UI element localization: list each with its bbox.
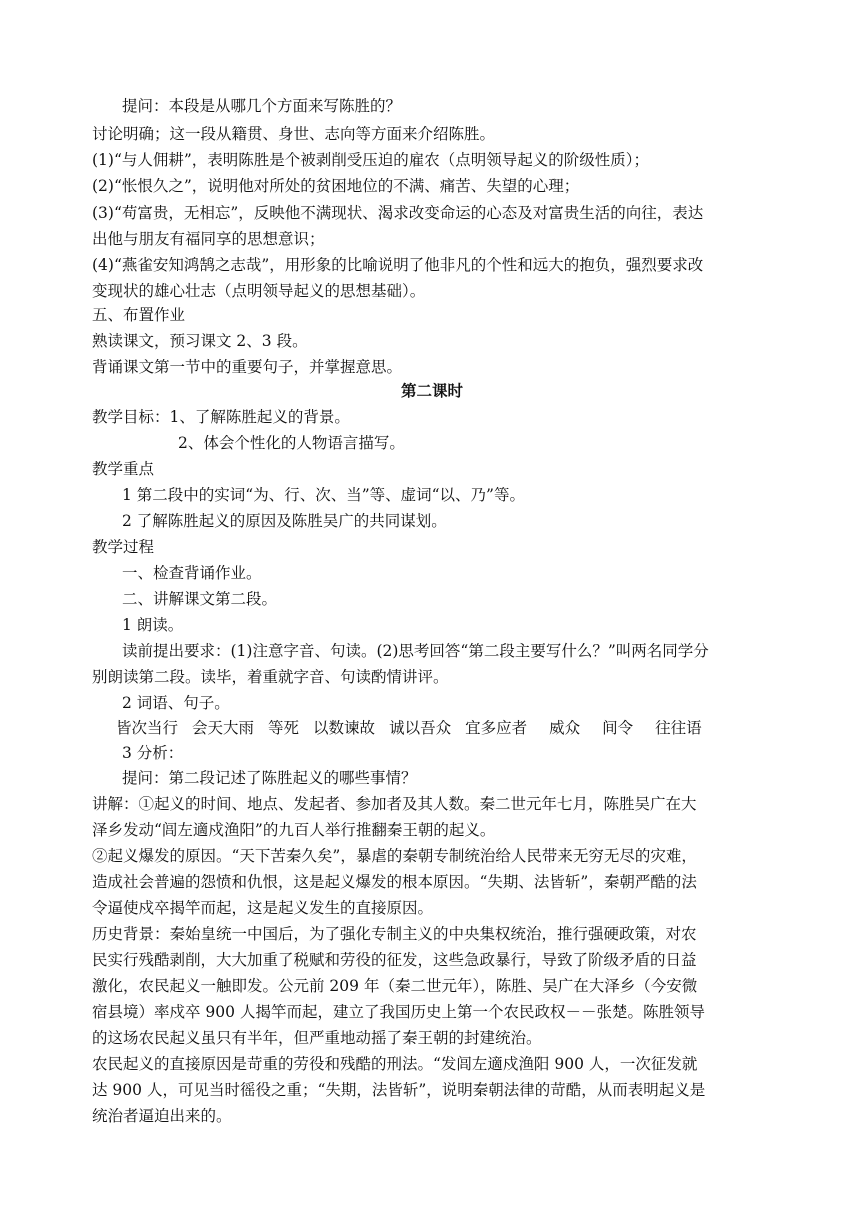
cause-line-1: ②起义爆发的原因。“天下苦秦久矣”，暴虐的秦朝专制统治给人民带来无穷无尽的灾难， xyxy=(92,847,697,865)
vocab-item: 以数谏故 xyxy=(313,719,376,737)
analysis-label: 3 分析： xyxy=(122,744,184,762)
reading-requirement-cont: 别朗读第二段。读毕，着重就字音、句读酌情讲评。 xyxy=(92,668,449,686)
background-line-5: 的这场农民起义虽只有半年，但严重地动摇了秦王朝的封建统治。 xyxy=(92,1029,542,1047)
background-line-1: 历史背景：秦始皇统一中国后，为了强化专制主义的中央集权统治，推行强硬政策，对农 xyxy=(92,925,697,943)
vocab-list xyxy=(116,716,756,740)
background-line-4: 宿县境）率戍卒 900 人揭竿而起，建立了我国历史上第一个农民政权－－张楚。陈胜领导 xyxy=(92,1003,705,1021)
direct-cause-line-1: 农民起义的直接原因是苛重的劳役和残酷的刑法。“发闾左適戍渔阳 900 人，一次征发就 xyxy=(92,1055,698,1073)
lesson-title: 第二课时 xyxy=(400,381,463,400)
direct-cause-line-2: 达 900 人，可见当时徭役之重；“失期，法皆斩”，说明秦朝法律的苛酷，从而表明起义是 xyxy=(92,1081,706,1099)
point-1: (1)“与人佣耕”，表明陈胜是个被剥削受压迫的雇农（点明领导起义的阶级性质）； xyxy=(92,151,650,169)
homework-line-2: 背诵课文第一节中的重要句子，并掌握意思。 xyxy=(92,358,403,376)
vocab-item: 间令 xyxy=(602,719,634,737)
focus-heading: 教学重点 xyxy=(92,460,155,478)
vocab-label: 2 词语、句子。 xyxy=(122,694,230,712)
discussion-line: 讨论明确；这一段从籍贯、身世、志向等方面来介绍陈胜。 xyxy=(92,125,496,143)
teaching-goal-1: 教学目标：1、了解陈胜起义的背景。 xyxy=(92,408,350,426)
reading-label: 1 朗读。 xyxy=(122,616,184,634)
process-step-2: 二、讲解课文第二段。 xyxy=(122,590,278,608)
vocab-item: 皆次当行 xyxy=(116,719,179,737)
vocab-item: 等死 xyxy=(268,719,300,737)
background-line-2: 民实行残酷剥削，大大加重了税赋和劳役的征发，这些急政暴行，导致了阶级矛盾的日益 xyxy=(92,951,697,969)
direct-cause-line-3: 统治者逼迫出来的。 xyxy=(92,1107,232,1125)
vocab-item: 会天大雨 xyxy=(192,719,255,737)
question-line: 提问：本段是从哪几个方面来写陈胜的？ xyxy=(122,97,402,115)
point-2: (2)“怅恨久之”，说明他对所处的贫困地位的不满、痛苦、失望的心理； xyxy=(92,177,580,195)
cause-line-2: 造成社会普遍的怨愤和仇恨，这是起义爆发的根本原因。“失期、法皆斩”，秦朝严酷的法 xyxy=(92,873,697,891)
vocab-item: 往往语 xyxy=(655,719,702,737)
homework-line-1: 熟读课文，预习课文 2、3 段。 xyxy=(92,332,308,350)
point-3: (3)“苟富贵，无相忘”，反映他不满现状、渴求改变命运的心态及对富贵生活的向往，表达 xyxy=(92,204,704,222)
point-4: (4)“燕雀安知鸿鹄之志哉”，用形象的比喻说明了他非凡的个性和远大的抱负，强烈要求改 xyxy=(92,256,704,274)
focus-item-2: 2 了解陈胜起义的原因及陈胜吴广的共同谋划。 xyxy=(122,512,447,530)
explanation-line-2: 泽乡发动“闾左適戍渔阳”的九百人举行推翻秦王朝的起义。 xyxy=(92,821,496,839)
vocab-item: 威众 xyxy=(549,719,581,737)
focus-item-1: 1 第二段中的实词“为、行、次、当”等、虚词“以、乃”等。 xyxy=(122,486,525,504)
explanation-line-1: 讲解：①起义的时间、地点、发起者、参加者及其人数。秦二世元年七月，陈胜吴广在大 xyxy=(92,795,697,813)
reading-requirement: 读前提出要求：(1)注意字音、句读。(2)思考回答“第二段主要写什么？”叫两名同学分 xyxy=(122,642,709,660)
point-3-cont: 出他与朋友有福同享的思想意识； xyxy=(92,230,325,248)
background-line-3: 激化，农民起义一触即发。公元前 209 年（秦二世元年），陈胜、吴广在大泽乡（今安微 xyxy=(92,977,698,995)
analysis-question: 提问：第二段记述了陈胜起义的哪些事情？ xyxy=(122,769,417,787)
vocab-item: 宜多应者 xyxy=(465,719,528,737)
process-step-1: 一、检查背诵作业。 xyxy=(122,564,262,582)
vocab-item: 诚以吾众 xyxy=(389,719,452,737)
point-4-cont: 变现状的雄心壮志（点明领导起义的思想基础）。 xyxy=(92,282,426,300)
process-heading: 教学过程 xyxy=(92,538,155,556)
section-heading: 五、布置作业 xyxy=(92,306,186,324)
cause-line-3: 令逼使戍卒揭竿而起，这是起义发生的直接原因。 xyxy=(92,899,434,917)
teaching-goal-2: 2、体会个性化的人物语言描写。 xyxy=(178,434,405,452)
